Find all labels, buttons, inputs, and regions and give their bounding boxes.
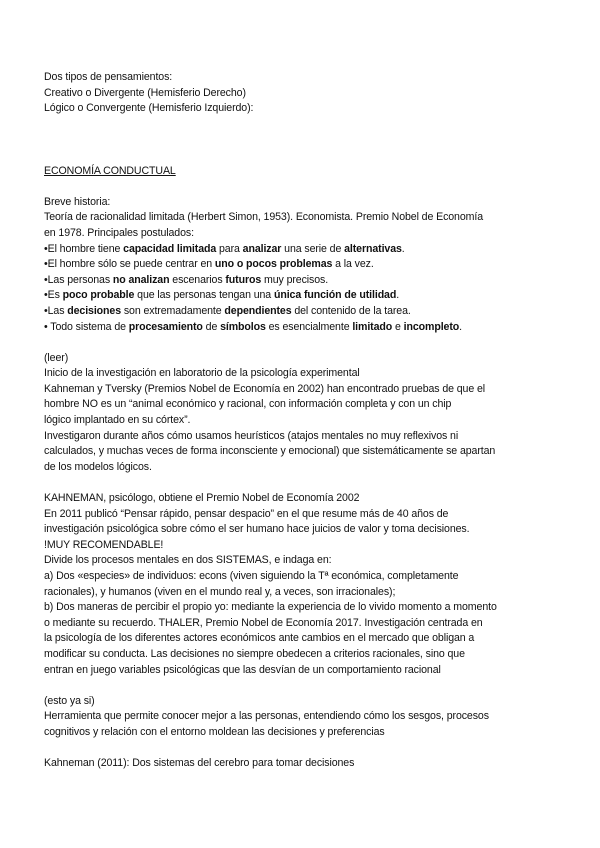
tool-line: cognitivos y relación con el entorno moldean las decisiones y preferencias [44,725,385,738]
research-line: Kahneman y Tversky (Premios Nobel de Economía en 2002) han encontrado pruebas de que el [44,382,486,395]
tool-block [44,694,564,741]
kahneman-line: a) Dos «especies» de individuos: econs (viven siguiendo la Tª económica, completamente [44,570,459,582]
research-line: calculados, y muchas veces de forma inconsciente y emocional) que sistemáticamente se apartan [44,445,496,458]
intro-line: Dos tipos de pensamientos: [44,71,173,83]
kahneman-line: o mediante su recuerdo. THALER, Premio Nobel de Economía 2017. Investigación centrada en [44,616,483,629]
kahneman-line: la psicología de los diferentes actores económicos ante cambios en el mercado que obligan a [44,632,475,645]
kahneman-line: En 2011 publicó “Pensar rápido, pensar despacio” en el que resume más de 40 años de [44,507,449,520]
tool-line: (esto ya si) [44,694,95,707]
history-label: Breve historia: [44,195,111,208]
intro-line: Lógico o Convergente (Hemisferio Izquierdo): [44,102,254,115]
postulate-item: •Las personas no analizan escenarios futuros muy precisos. [44,273,329,286]
kahneman-line: b) Dos maneras de percibir el propio yo: mediante la experiencia de lo vivido momento a momento [44,601,497,614]
history-line: Teoría de racionalidad limitada (Herbert Simon, 1953). Economista. Premio Nobel de Economía [44,211,484,224]
kahneman-line: racionales), y humanos (viven en el mundo real y, a veces, son irracionales); [44,585,396,598]
kahneman-line: KAHNEMAN, psicólogo, obtiene el Premio Nobel de Economía 2002 [44,492,360,505]
kahneman-block [44,491,564,678]
research-line: Inicio de la investigación en laboratorio de la psicología experimental [44,367,360,380]
postulate-item: •Las decisiones son extremadamente dependientes del contenido de la tarea. [44,304,411,317]
postulate-item: •Es poco probable que las personas tengan una única función de utilidad. [44,289,400,302]
kahneman-line: entran en juego variables psicológicas que las desvían de un comportamiento racional [44,663,441,676]
postulate-item: •El hombre tiene capacidad limitada para analizar una serie de alternativas. [44,242,405,255]
kahneman-line: Divide los procesos mentales en dos SISTEMAS, e indaga en: [44,554,332,567]
postulate-item: •El hombre sólo se puede centrar en uno o pocos problemas a la vez. [44,258,374,271]
kahneman-line: investigación psicológica sobre cómo el ser humano hace juicios de valor y toma decisiones. [44,523,470,536]
kahneman-line: !MUY RECOMENDABLE! [44,538,164,551]
tool-line: Herramienta que permite conocer mejor a las personas, entendiendo cómo los sesgos, procesos [44,710,489,723]
research-line: lógico implantado en su córtex”. [44,414,191,427]
document-body [44,70,564,772]
postulate-item: • Todo sistema de procesamiento de símbolos es esencialmente limitado e incompleto. [44,320,462,333]
research-line: hombre NO es un “animal económico y racional, con información completa y con un chip [44,398,452,411]
postulates-list [44,242,564,336]
intro-line: Creativo o Divergente (Hemisferio Derecho) [44,86,246,99]
closing-line: Kahneman (2011): Dos sistemas del cerebro para tomar decisiones [44,757,355,770]
research-line: (leer) [44,351,69,364]
research-line: de los modelos lógicos. [44,460,152,473]
history-line: en 1978. Principales postulados: [44,226,194,239]
kahneman-line: modificar su conducta. Las decisiones no siempre obedecen a criterios racionales, sino que [44,647,465,660]
research-line: Investigaron durante años cómo usamos heurísticos (atajos mentales no muy reflexivos ni [44,429,459,442]
section-title: ECONOMÍA CONDUCTUAL [44,164,176,177]
research-block [44,351,564,476]
intro-block [44,70,564,117]
history-block [44,195,564,242]
